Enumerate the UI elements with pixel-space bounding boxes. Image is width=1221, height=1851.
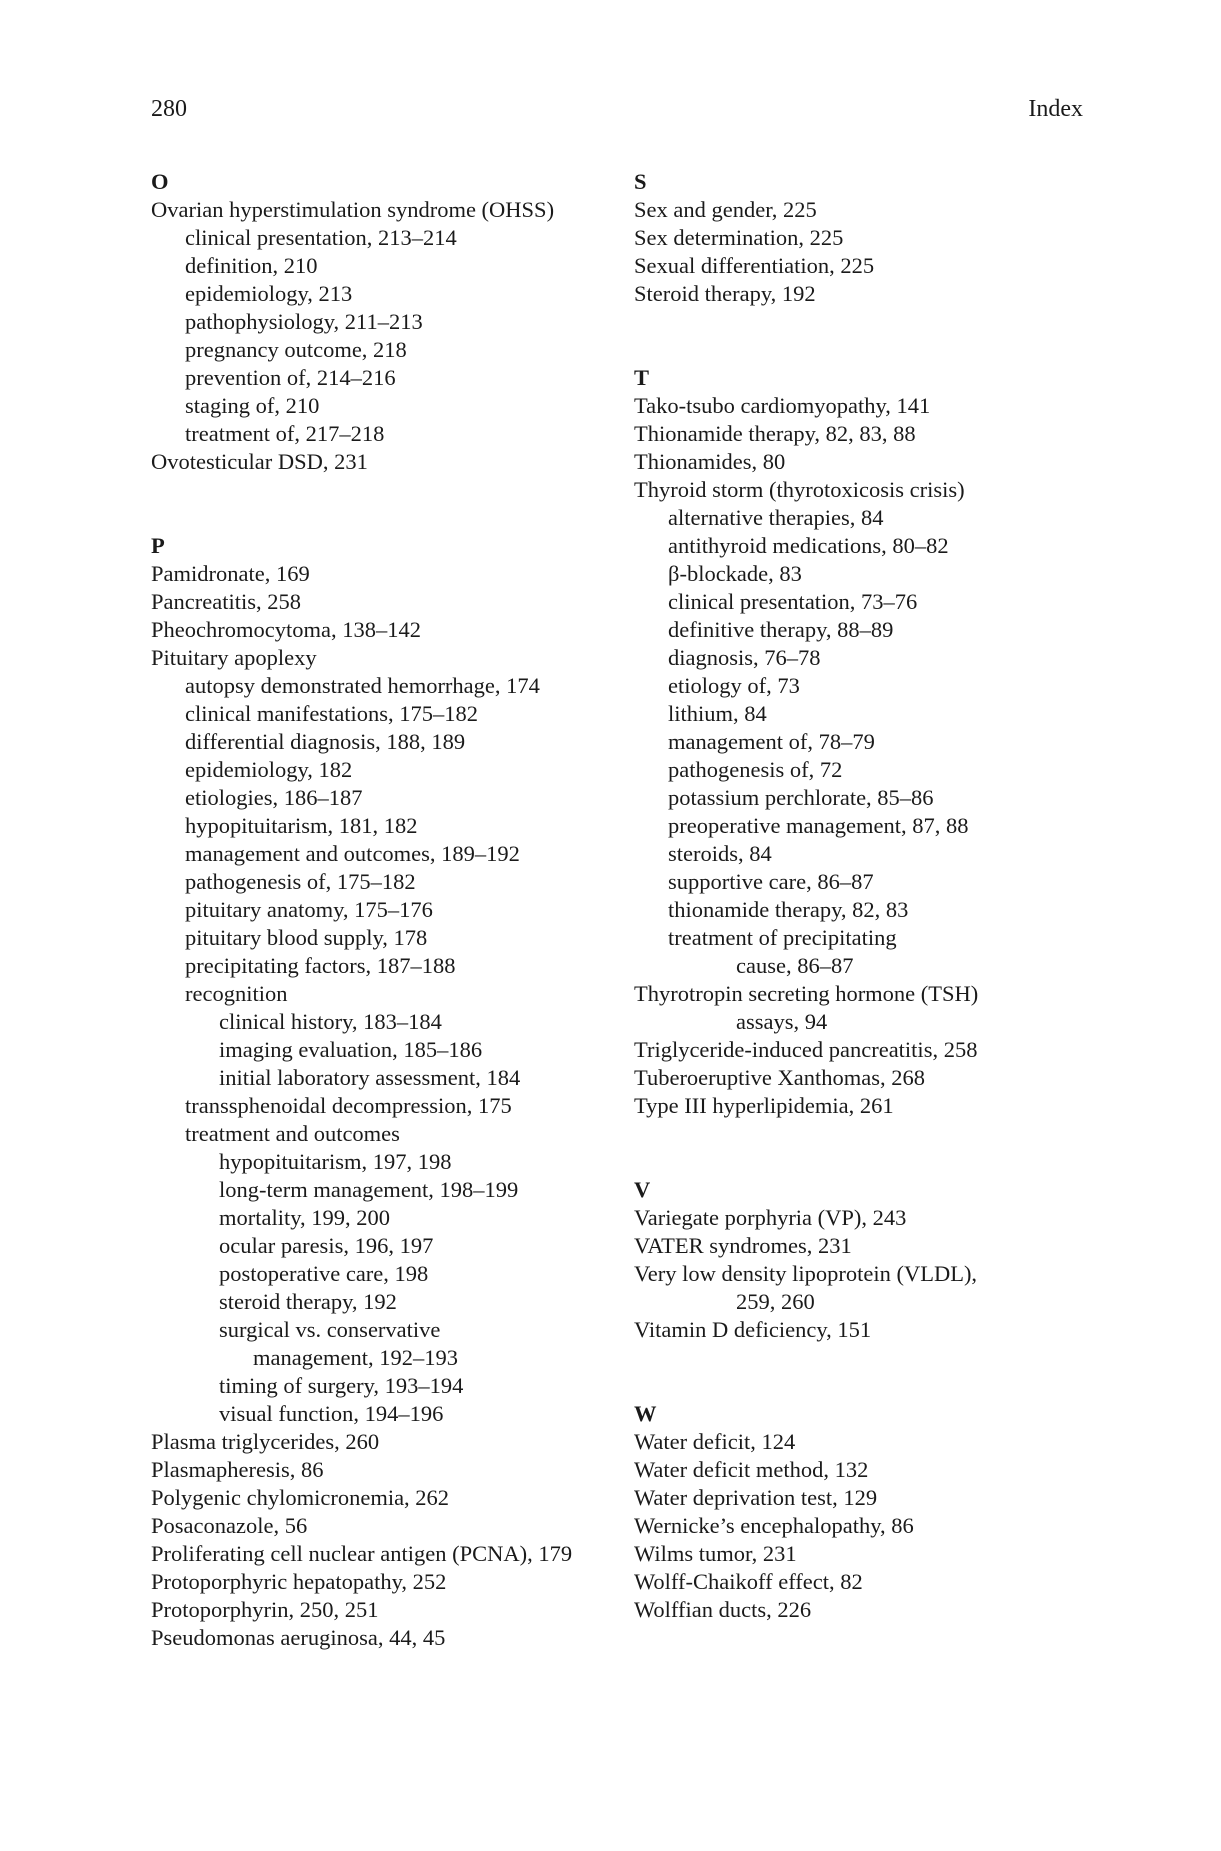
index-subentry: preoperative management, 87, 88 xyxy=(668,813,969,838)
index-subentry: clinical history, 183–184 xyxy=(219,1009,442,1034)
index-entry: Thionamides, 80 xyxy=(634,449,786,474)
index-subentry: steroids, 84 xyxy=(668,841,772,866)
index-entry: Variegate porphyria (VP), 243 xyxy=(634,1205,907,1230)
index-subentry: transsphenoidal decompression, 175 xyxy=(185,1093,512,1118)
index-entry: Pancreatitis, 258 xyxy=(151,589,301,614)
index-subentry: management of, 78–79 xyxy=(668,729,875,754)
index-subentry: clinical presentation, 73–76 xyxy=(668,589,918,614)
index-section-o xyxy=(151,168,621,476)
index-subentry: β-blockade, 83 xyxy=(668,561,802,586)
index-entry: Pituitary apoplexy xyxy=(151,645,317,670)
index-subentry: management and outcomes, 189–192 xyxy=(185,841,520,866)
section-letter: T xyxy=(634,365,650,390)
index-subentry: lithium, 84 xyxy=(668,701,767,726)
index-subentry: long-term management, 198–199 xyxy=(219,1177,519,1202)
index-subentry: steroid therapy, 192 xyxy=(219,1289,397,1314)
index-entry: Wolff-Chaikoff effect, 82 xyxy=(634,1569,863,1594)
index-entry: Proliferating cell nuclear antigen (PCNA), 179 xyxy=(151,1541,573,1566)
index-subentry: postoperative care, 198 xyxy=(219,1261,429,1286)
index-section-s xyxy=(634,168,1104,308)
index-entry: Triglyceride-induced pancreatitis, 258 xyxy=(634,1037,978,1062)
index-subentry: treatment of, 217–218 xyxy=(185,421,385,446)
index-entry: Posaconazole, 56 xyxy=(151,1513,308,1538)
index-entry: Sex determination, 225 xyxy=(634,225,844,250)
index-subentry: definitive therapy, 88–89 xyxy=(668,617,894,642)
page-number: 280 xyxy=(151,96,187,122)
index-entry: Very low density lipoprotein (VLDL), xyxy=(634,1261,978,1286)
index-entry: Plasma triglycerides, 260 xyxy=(151,1429,380,1454)
index-entry: Protoporphyrin, 250, 251 xyxy=(151,1597,379,1622)
index-subentry: alternative therapies, 84 xyxy=(668,505,884,530)
index-subentry: hypopituitarism, 181, 182 xyxy=(185,813,418,838)
index-entry: Water deficit method, 132 xyxy=(634,1457,869,1482)
index-column-right xyxy=(634,168,1104,1680)
running-title: Index xyxy=(1028,96,1083,122)
index-subentry: cause, 86–87 xyxy=(736,953,854,978)
index-subentry: hypopituitarism, 197, 198 xyxy=(219,1149,452,1174)
index-entry: Sex and gender, 225 xyxy=(634,197,817,222)
index-subentry: potassium perchlorate, 85–86 xyxy=(668,785,934,810)
index-entry: Vitamin D deficiency, 151 xyxy=(634,1317,872,1342)
index-entry: Thyrotropin secreting hormone (TSH) xyxy=(634,981,979,1006)
index-subentry: etiologies, 186–187 xyxy=(185,785,363,810)
section-letter: S xyxy=(634,169,647,194)
index-entry: Wilms tumor, 231 xyxy=(634,1541,797,1566)
index-section-v xyxy=(634,1176,1104,1344)
index-subentry: thionamide therapy, 82, 83 xyxy=(668,897,909,922)
index-subentry: assays, 94 xyxy=(736,1009,828,1034)
index-subentry: 259, 260 xyxy=(736,1289,815,1314)
index-section-t xyxy=(634,364,1104,1120)
index-entry: Thyroid storm (thyrotoxicosis crisis) xyxy=(634,477,965,502)
index-entry: Pheochromocytoma, 138–142 xyxy=(151,617,421,642)
section-letter: V xyxy=(634,1177,651,1202)
index-entry: Polygenic chylomicronemia, 262 xyxy=(151,1485,450,1510)
section-letter: P xyxy=(151,533,165,558)
index-section-p xyxy=(151,532,621,1652)
index-subentry: epidemiology, 182 xyxy=(185,757,353,782)
section-letter: O xyxy=(151,169,169,194)
index-entry: Water deprivation test, 129 xyxy=(634,1485,878,1510)
index-entry: Wolffian ducts, 226 xyxy=(634,1597,812,1622)
index-subentry: ocular paresis, 196, 197 xyxy=(219,1233,434,1258)
index-entry: Tako-tsubo cardiomyopathy, 141 xyxy=(634,393,931,418)
index-subentry: pituitary anatomy, 175–176 xyxy=(185,897,433,922)
index-subentry: antithyroid medications, 80–82 xyxy=(668,533,949,558)
index-section-w xyxy=(634,1400,1104,1624)
index-subentry: clinical presentation, 213–214 xyxy=(185,225,457,250)
index-entry: Steroid therapy, 192 xyxy=(634,281,816,306)
index-subentry: visual function, 194–196 xyxy=(219,1401,444,1426)
index-subentry: staging of, 210 xyxy=(185,393,320,418)
index-entry: Ovarian hyperstimulation syndrome (OHSS) xyxy=(151,197,555,222)
section-letter: W xyxy=(634,1401,657,1426)
index-subentry: epidemiology, 213 xyxy=(185,281,353,306)
index-subentry: pituitary blood supply, 178 xyxy=(185,925,428,950)
index-subentry: diagnosis, 76–78 xyxy=(668,645,821,670)
index-entry: Sexual differentiation, 225 xyxy=(634,253,875,278)
index-column-left xyxy=(151,168,621,1708)
index-entry: Water deficit, 124 xyxy=(634,1429,796,1454)
index-entry: Wernicke’s encephalopathy, 86 xyxy=(634,1513,914,1538)
index-entry: Pamidronate, 169 xyxy=(151,561,310,586)
index-subentry: treatment of precipitating xyxy=(668,925,897,950)
index-subentry: pregnancy outcome, 218 xyxy=(185,337,407,362)
index-subentry: definition, 210 xyxy=(185,253,318,278)
index-entry: Pseudomonas aeruginosa, 44, 45 xyxy=(151,1625,446,1650)
index-entry: VATER syndromes, 231 xyxy=(634,1233,852,1258)
index-subentry: initial laboratory assessment, 184 xyxy=(219,1065,521,1090)
index-subentry: prevention of, 214–216 xyxy=(185,365,396,390)
index-subentry: mortality, 199, 200 xyxy=(219,1205,391,1230)
index-subentry: management, 192–193 xyxy=(253,1345,458,1370)
index-subentry: clinical manifestations, 175–182 xyxy=(185,701,479,726)
index-subentry: treatment and outcomes xyxy=(185,1121,400,1146)
index-subentry: timing of surgery, 193–194 xyxy=(219,1373,464,1398)
index-subentry: pathogenesis of, 175–182 xyxy=(185,869,416,894)
index-subentry: precipitating factors, 187–188 xyxy=(185,953,456,978)
index-entry: Plasmapheresis, 86 xyxy=(151,1457,324,1482)
index-subentry: autopsy demonstrated hemorrhage, 174 xyxy=(185,673,540,698)
index-subentry: pathophysiology, 211–213 xyxy=(185,309,423,334)
index-entry: Tuberoeruptive Xanthomas, 268 xyxy=(634,1065,926,1090)
index-subentry: supportive care, 86–87 xyxy=(668,869,874,894)
index-subentry: recognition xyxy=(185,981,288,1006)
index-subentry: differential diagnosis, 188, 189 xyxy=(185,729,466,754)
index-entry: Protoporphyric hepatopathy, 252 xyxy=(151,1569,447,1594)
index-subentry: etiology of, 73 xyxy=(668,673,800,698)
index-entry: Thionamide therapy, 82, 83, 88 xyxy=(634,421,916,446)
index-subentry: pathogenesis of, 72 xyxy=(668,757,843,782)
index-subentry: imaging evaluation, 185–186 xyxy=(219,1037,483,1062)
index-subentry: surgical vs. conservative xyxy=(219,1317,441,1342)
index-entry: Ovotesticular DSD, 231 xyxy=(151,449,368,474)
index-entry: Type III hyperlipidemia, 261 xyxy=(634,1093,894,1118)
